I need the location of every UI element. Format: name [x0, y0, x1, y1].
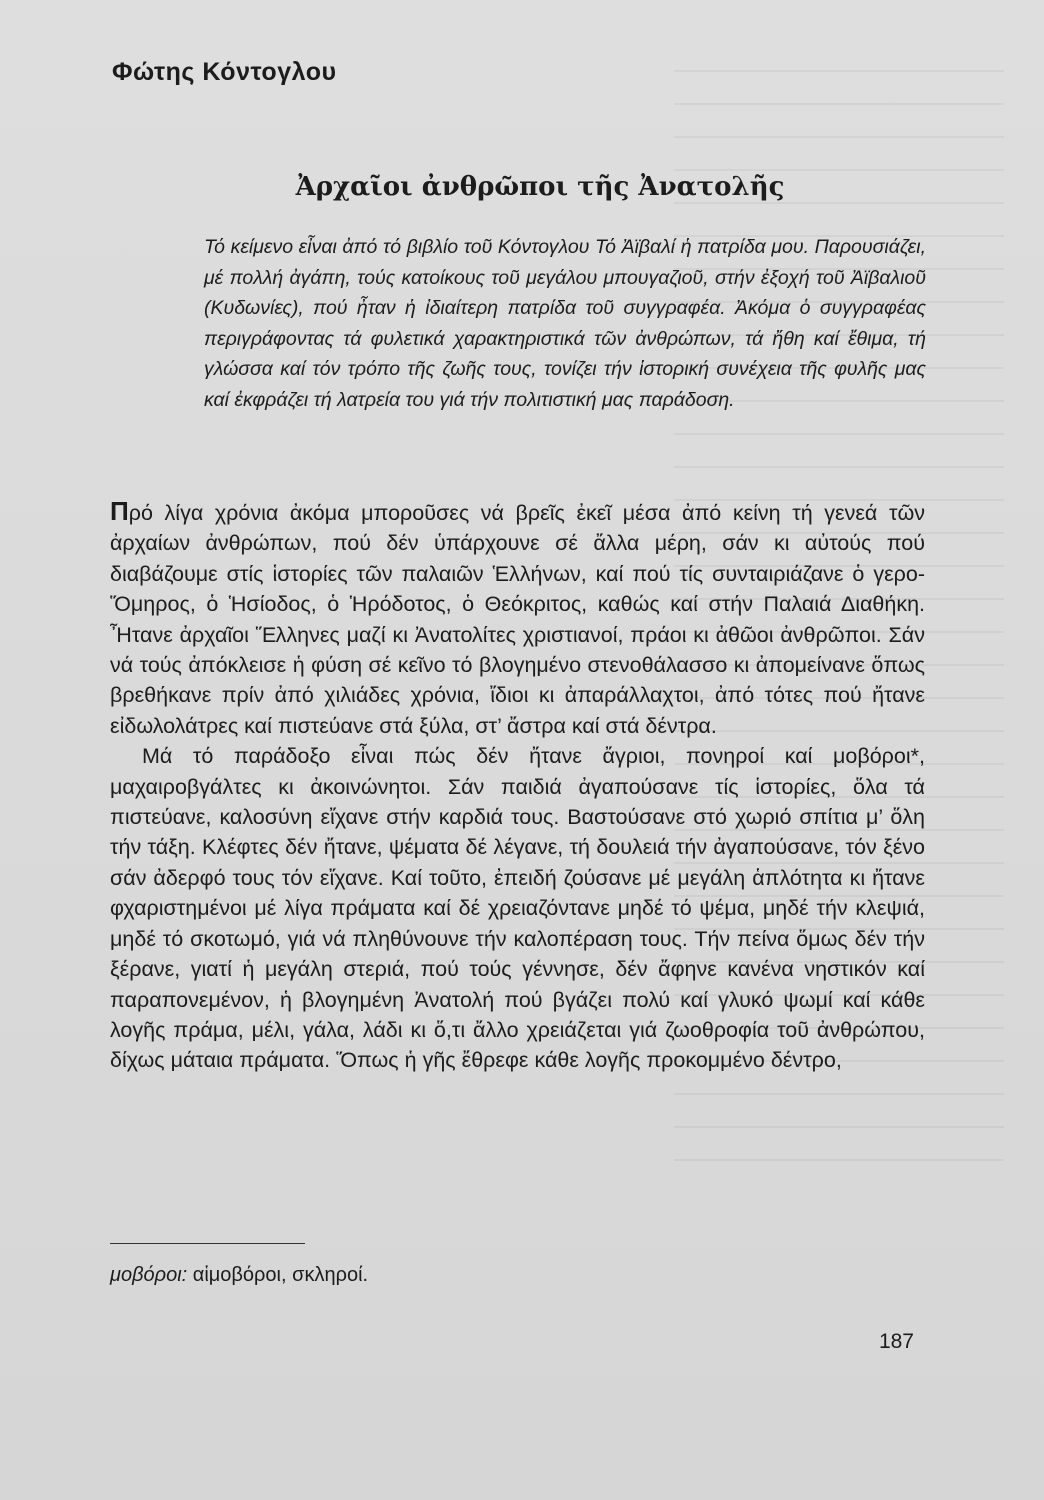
- article-title: Ἀρχαῖοι ἀνθρῶποι τῆς Ἀνατολῆς: [295, 172, 785, 202]
- paragraph-1-text: ρό λίγα χρόνια ἀκόμα μποροῦσες νά βρεῖς ἐκεῖ μέσα ἀπό κείνη τή γενεά τῶν ἀρχαίων ἀνθρώπων, πού δέν ὑπάρχουνε σέ ἄλλα μέρη, σάν κι αὐτούς πού διαβάζουμε στίς ἱστορίες τῶν παλαιῶν Ἑλλήνων, καί πού τίς συνταιριάζανε ὁ γερο-Ὅμηρος, ὁ Ἡσίοδος, ὁ Ἡρόδοτος, ὁ Θεόκριτος, καθώς καί στήν Παλαιά Διαθήκη. Ἦτανε ἀρχαῖοι Ἕλληνες μαζί κι Ἀνατολίτες χριστιανοί, πράοι κι ἀθῶοι ἀνθρῶποι. Σάν νά τούς ἀπόκλεισε ἡ φύση σέ κεῖνο τό βλογημένο στενοθάλασσο κι ἀπομείνανε ὅπως βρεθήκανε πρίν ἀπό χιλιάδες χρόνια, ἴδιοι κι ἀπαράλλαχτοι, ἀπό τότες πού ἤτανε εἰδωλολάτρες καί πιστεύανε στά ξύλα, στ’ ἄστρα καί στά δέντρα.: [110, 501, 925, 738]
- footnote-term: μοβόροι:: [110, 1264, 188, 1286]
- paragraph-1: [110, 496, 925, 741]
- footnote-divider: [110, 1243, 305, 1244]
- intro-paragraph: Τό κείμενο εἶναι ἀπό τό βιβλίο τοῦ Κόντογλου Τό Ἀϊβαλί ἡ πατρίδα μου. Παρουσιάζει, μέ πολλή ἀγάπη, τούς κατοίκους τοῦ μεγάλου μπουγαζιοῦ, στήν ἐξοχή τοῦ Ἀϊβαλιοῦ (Κυδωνίες), πού ἦταν ἡ ἰδιαίτερη πατρίδα τοῦ συγγραφέα. Ἀκόμα ὁ συγγραφέας περιγράφοντας τά φυλετικά χαρακτηριστικά τῶν ἀνθρώπων, τά ἤθη καί ἔθιμα, τή γλώσσα καί τόν τρόπο τῆς ζωῆς τους, τονίζει τήν ἱστορική συνέχεια τῆς φυλῆς μας καί ἐκφράζει τή λατρεία του γιά τήν πολιτιστική μας παράδοση.: [204, 236, 926, 411]
- page-number: 187: [878, 1330, 914, 1353]
- footnote-definition: αἱμοβόροι, σκληροί.: [187, 1264, 369, 1286]
- author-name: Φώτης Κόντογλου: [112, 58, 337, 86]
- footnote: [110, 1264, 368, 1287]
- paragraph-2: Μά τό παράδοξο εἶναι πώς δέν ἤτανε ἄγριοι, πονηροί καί μοβόροι*, μαχαιροβγάλτες κι ἀκοινώνητοι. Σάν παιδιά ἀγαπούσανε τίς ἱστορίες, ὅλα τά πιστεύανε, καλοσύνη εἴχανε στήν καρδιά τους. Βαστούσανε στό χωριό σπίτια μ’ ὅλη τήν τάξη. Κλέφτες δέν ἤτανε, ψέματα δέ λέγανε, τή δουλειά τήν ἀγαπούσανε, τόν ξένο σάν ἀδερφό τους τόν εἴχανε. Καί τοῦτο, ἐπειδή ζούσανε μέ μεγάλη ἁπλότητα κι ἤτανε φχαριστημένοι μέ λίγα πράματα καί δέ χρειαζόντανε μηδέ τό ψέμα, μηδέ τήν κλεψιά, μηδέ τό σκοτωμό, γιά νά πληθύνουνε τήν καλοπέραση τους. Τήν πείνα ὅμως δέν τήν ξέρανε, γιατί ἡ μεγάλη στεριά, πού τούς γέννησε, δέν ἄφηνε κανένα νηστικόν καί παραπονεμένον, ἡ βλογημένη Ἀνατολή πού βγάζει πολύ καί γλυκό ψωμί καί κάθε λογῆς πράμα, μέλι, γάλα, λάδι κι ὅ,τι ἄλλο χρειάζεται γιά ζωοθροφία τοῦ ἀνθρώπου, δίχως μάταια πράματα. Ὅπως ἡ γῆς ἔθρεφε κάθε λογῆς προκομμένο δέντρο,: [110, 744, 925, 1073]
- main-text: [110, 496, 925, 1076]
- initial-letter: Π: [110, 496, 129, 526]
